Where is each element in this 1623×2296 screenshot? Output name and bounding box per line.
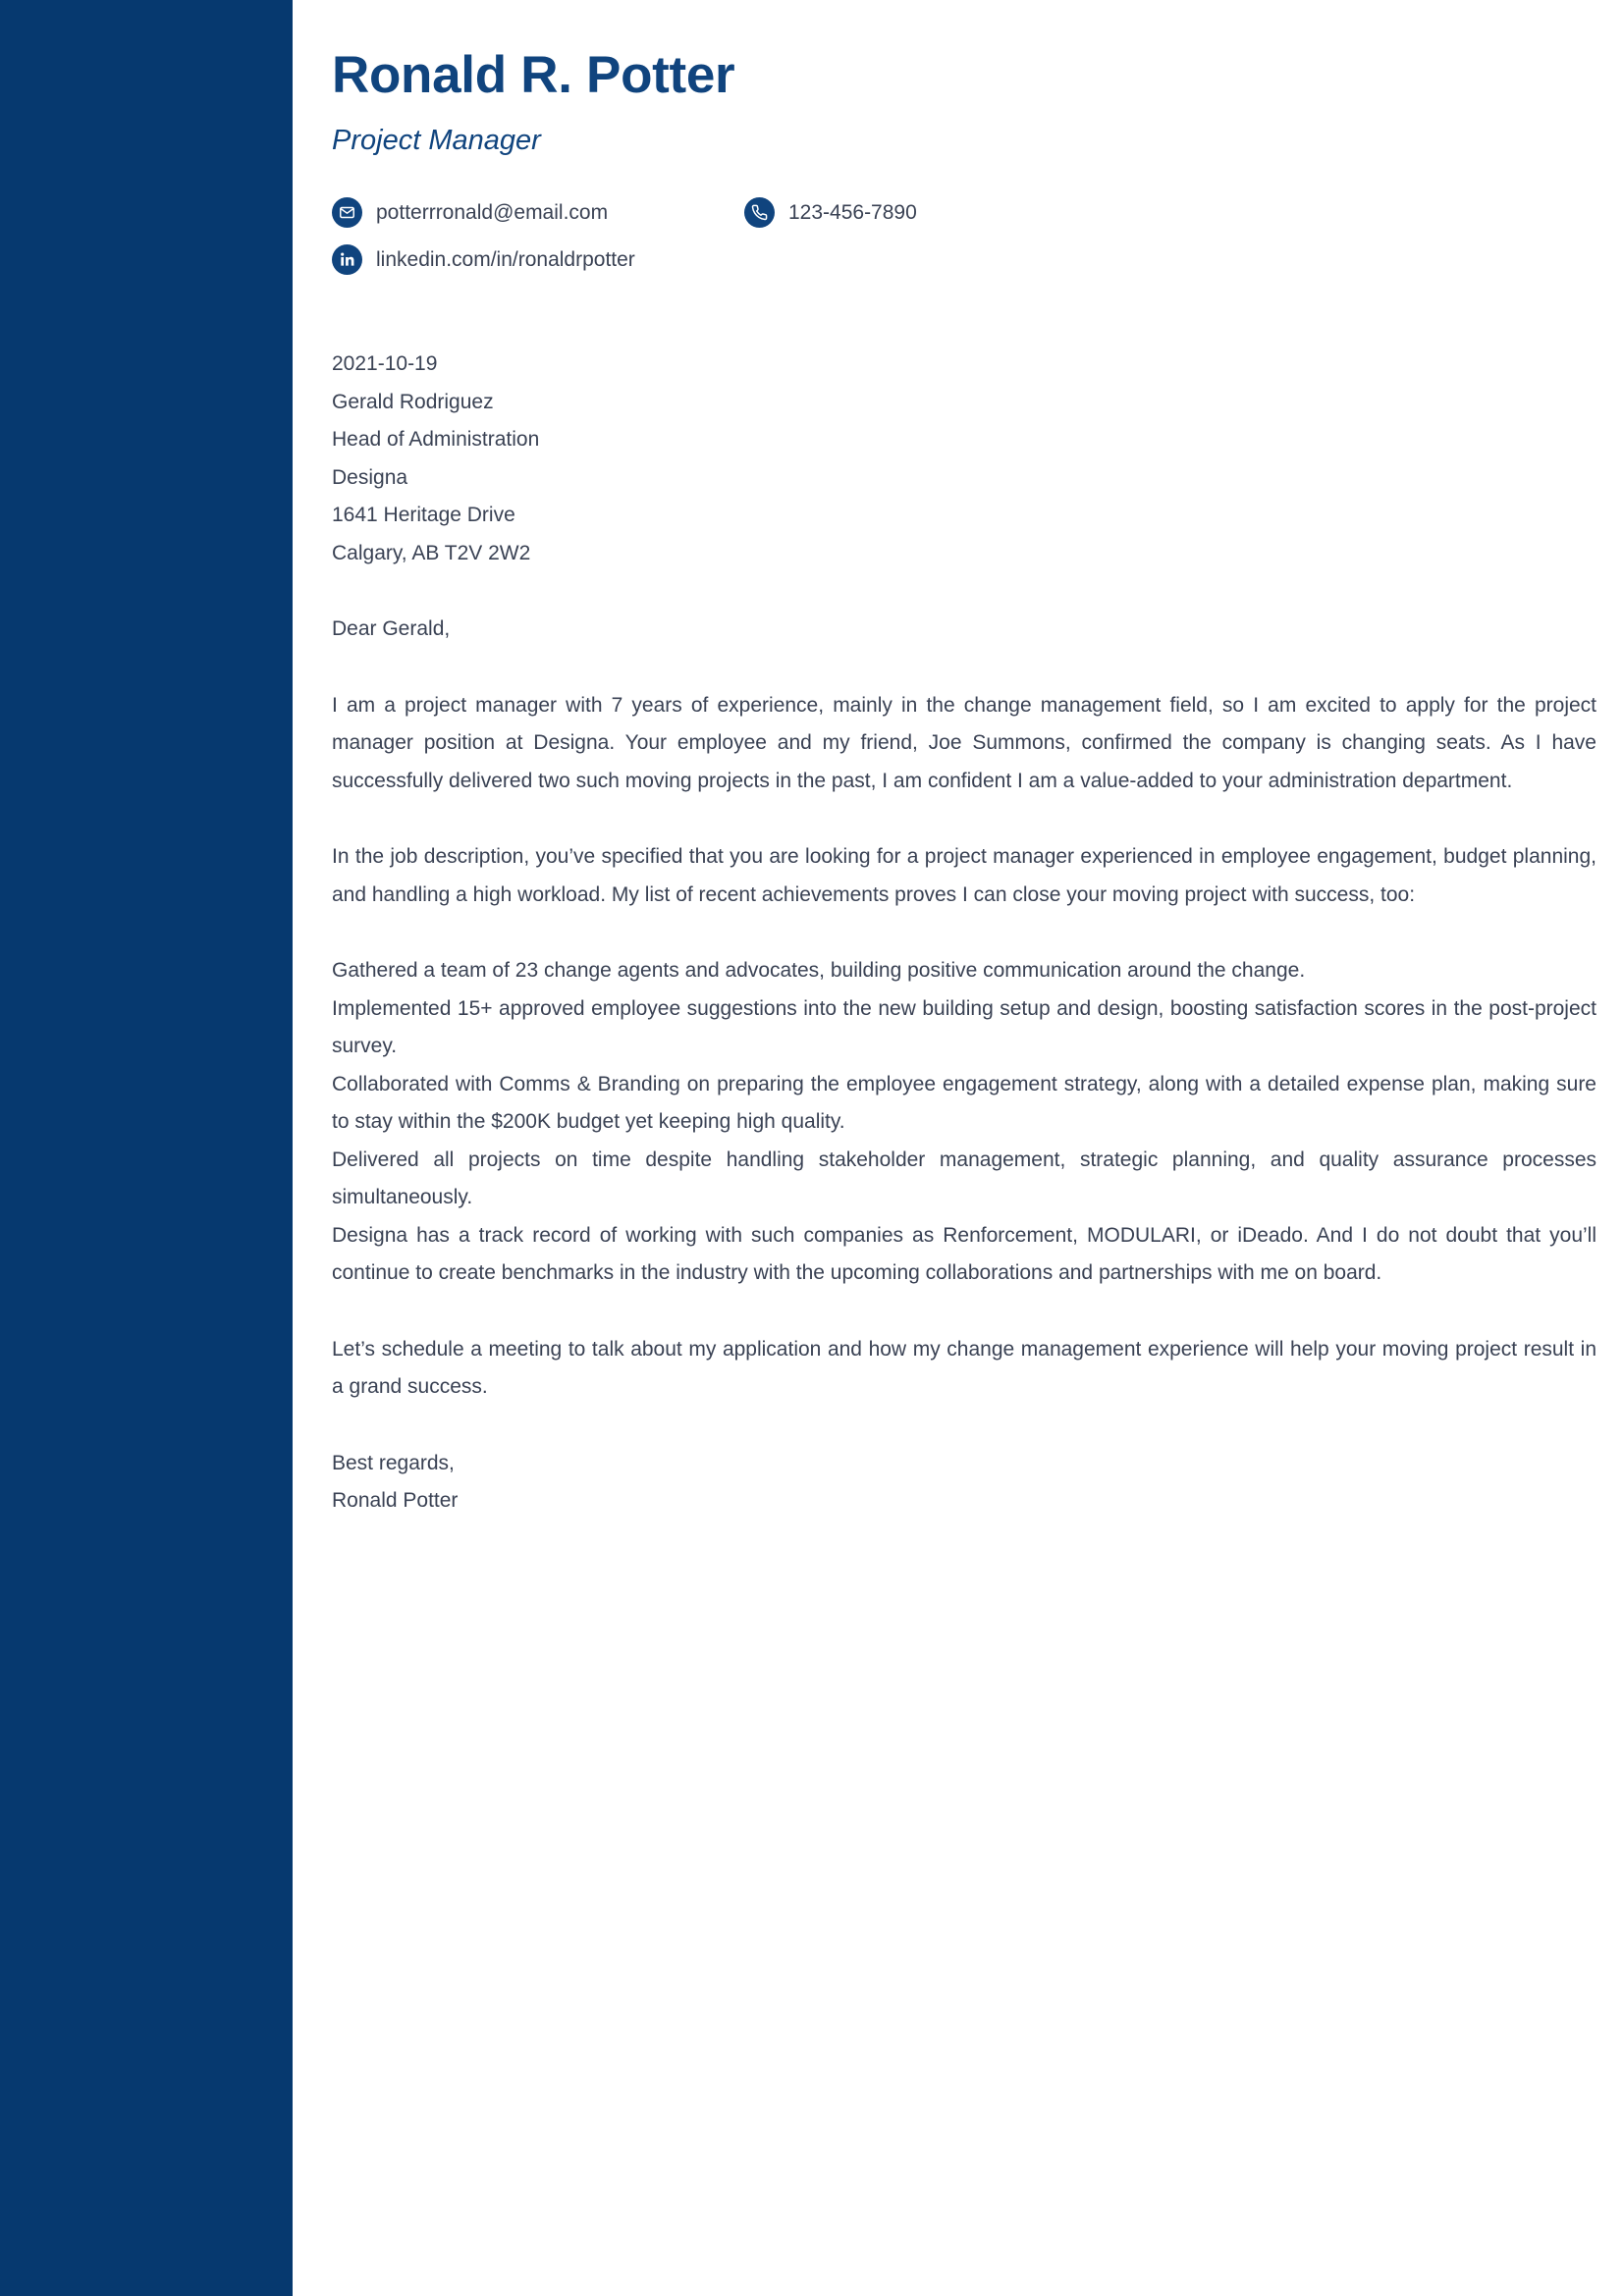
contact-row-secondary xyxy=(332,244,1039,275)
signature-name: Ronald Potter xyxy=(332,1489,459,1513)
achievement-item: Gathered a team of 23 change agents and advocates, building positive communication around the change. xyxy=(332,959,1306,983)
contact-phone[interactable] xyxy=(744,197,1039,228)
left-accent-sidebar xyxy=(0,0,293,2296)
applicant-job-title: Project Manager xyxy=(332,125,541,157)
paragraph-job-description: In the job description, you’ve specified that you are looking for a project manager experienced in employee engagement, budget planning, and handling a high workload. My list of recent achievements proves I can close your moving project with success, too: xyxy=(332,845,1596,906)
contact-details xyxy=(332,197,1039,275)
linkedin-icon xyxy=(332,244,362,275)
letter-content xyxy=(332,0,1598,2296)
achievement-item: Implemented 15+ approved employee suggestions into the new building setup and design, boosting satisfaction scores in the post-project survey. xyxy=(332,996,1596,1058)
achievement-item: Designa has a track record of working with such companies as Renforcement, MODULARI, or iDeado. And I do not doubt that you’ll continue to create benchmarks in the industry with the upcoming collaborations and partnerships with me on board. xyxy=(332,1223,1596,1285)
phone-icon xyxy=(744,197,775,228)
letter-body xyxy=(332,346,1596,1521)
paragraph-intro: I am a project manager with 7 years of experience, mainly in the change management field, so I am excited to apply for the project manager position at Designa. Your employee and my friend, Joe Summons, confirmed the company is changing seats. As I have successfully delivered two such moving projects in the past, I am confident I am a value-added to your administration department. xyxy=(332,693,1596,792)
recipient-name: Gerald Rodriguez xyxy=(332,390,494,413)
recipient-role: Head of Administration xyxy=(332,428,540,452)
recipient-company: Designa xyxy=(332,465,408,489)
contact-email-text: potterrronald@email.com xyxy=(376,201,609,225)
recipient-city-line: Calgary, AB T2V 2W2 xyxy=(332,541,531,564)
contact-linkedin[interactable] xyxy=(332,244,635,275)
letter-header xyxy=(332,0,1598,158)
contact-linkedin-text: linkedin.com/in/ronaldrpotter xyxy=(376,248,635,272)
contact-email[interactable] xyxy=(332,197,744,228)
contact-phone-text: 123-456-7890 xyxy=(788,201,917,225)
contact-row-primary xyxy=(332,197,1039,228)
salutation: Dear Gerald, xyxy=(332,617,451,641)
paragraph-call-to-action: Let’s schedule a meeting to talk about my application and how my change management experience will help your moving project result in a grand success. xyxy=(332,1337,1596,1399)
achievement-item: Collaborated with Comms & Branding on preparing the employee engagement strategy, along with a detailed expense plan, making sure to stay within the $200K budget yet keeping high quality. xyxy=(332,1072,1596,1134)
envelope-icon xyxy=(332,197,362,228)
recipient-address-block xyxy=(332,346,1596,572)
sign-off: Best regards, xyxy=(332,1451,455,1474)
recipient-street: 1641 Heritage Drive xyxy=(332,504,515,527)
achievements-list xyxy=(332,952,1596,1293)
letter-date: 2021-10-19 xyxy=(332,352,438,376)
applicant-name: Ronald R. Potter xyxy=(332,46,735,104)
achievement-item: Delivered all projects on time despite handling stakeholder management, strategic planning, and quality assurance processes simultaneously. xyxy=(332,1148,1596,1209)
closing-block xyxy=(332,1445,1596,1521)
